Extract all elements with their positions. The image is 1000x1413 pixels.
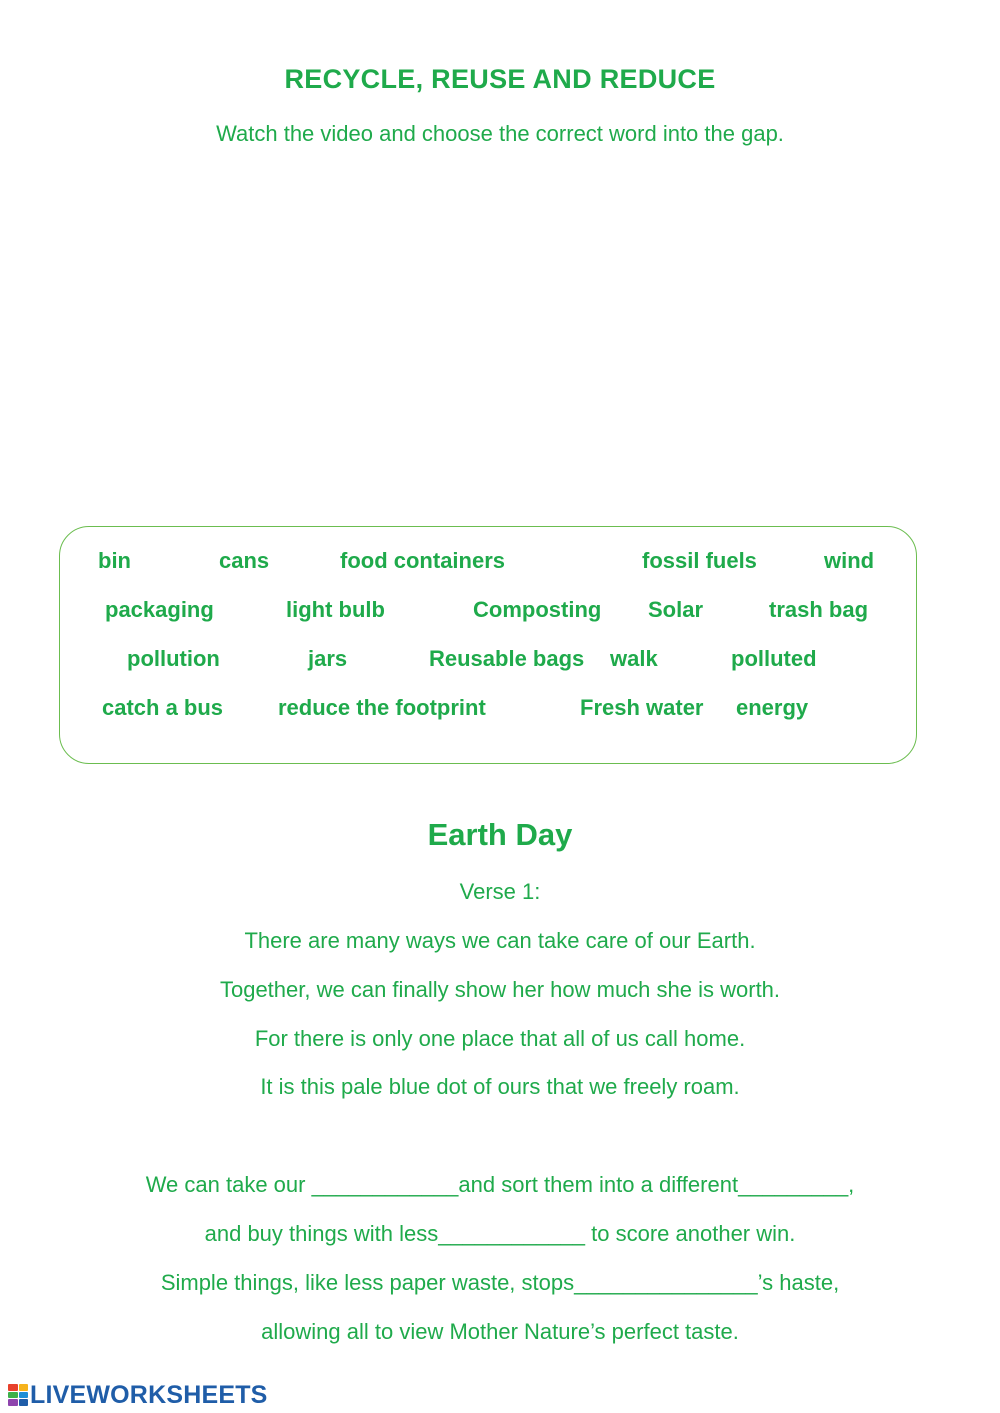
worksheet-title: RECYCLE, REUSE AND REDUCE: [284, 64, 716, 94]
gap-fill-line: and buy things with less____________ to score another win.: [204, 1221, 796, 1246]
song-line: Together, we can finally show her how much she is worth.: [219, 977, 781, 1002]
worksheet-instructions: Watch the video and choose the correct word into the gap.: [216, 121, 784, 146]
word-bank-item: catch a bus: [102, 695, 224, 720]
word-bank-item: polluted: [731, 646, 817, 671]
song-line: For there is only one place that all of us call home.: [254, 1026, 746, 1051]
word-bank-item: Composting: [473, 597, 602, 622]
word-bank-item: Fresh water: [580, 695, 704, 720]
song-line: It is this pale blue dot of ours that we freely roam.: [260, 1074, 740, 1099]
word-bank-item: Reusable bags: [429, 646, 585, 671]
word-bank-box: [59, 526, 917, 764]
song-line: There are many ways we can take care of our Earth.: [244, 928, 756, 953]
word-bank-item: trash bag: [769, 597, 869, 622]
liveworksheets-brand: LIVEWORKSHEETS: [30, 1380, 268, 1409]
word-bank-item: bin: [98, 548, 131, 573]
word-bank-item: jars: [308, 646, 348, 671]
word-bank-item: food containers: [340, 548, 506, 573]
word-bank-item: pollution: [127, 646, 220, 671]
gap-fill-line: allowing all to view Mother Nature’s perfect taste.: [261, 1319, 739, 1344]
word-bank-item: cans: [219, 548, 270, 573]
word-bank-item: wind: [824, 548, 875, 573]
word-bank-item: fossil fuels: [642, 548, 757, 573]
liveworksheets-logo-icon: [8, 1384, 28, 1406]
gap-fill-line: We can take our ____________and sort them into a different_________,: [145, 1172, 855, 1197]
word-bank-item: energy: [736, 695, 809, 720]
word-bank-item: packaging: [105, 597, 214, 622]
gap-fill-line: Simple things, like less paper waste, stops_______________’s haste,: [160, 1270, 840, 1295]
word-bank-item: light bulb: [286, 597, 385, 622]
word-bank-item: walk: [610, 646, 658, 671]
verse-label: Verse 1:: [459, 879, 541, 904]
liveworksheets-footer: [8, 1380, 268, 1410]
word-bank-item: Solar: [648, 597, 704, 622]
song-title: Earth Day: [427, 817, 573, 852]
word-bank-item: reduce the footprint: [278, 695, 486, 720]
